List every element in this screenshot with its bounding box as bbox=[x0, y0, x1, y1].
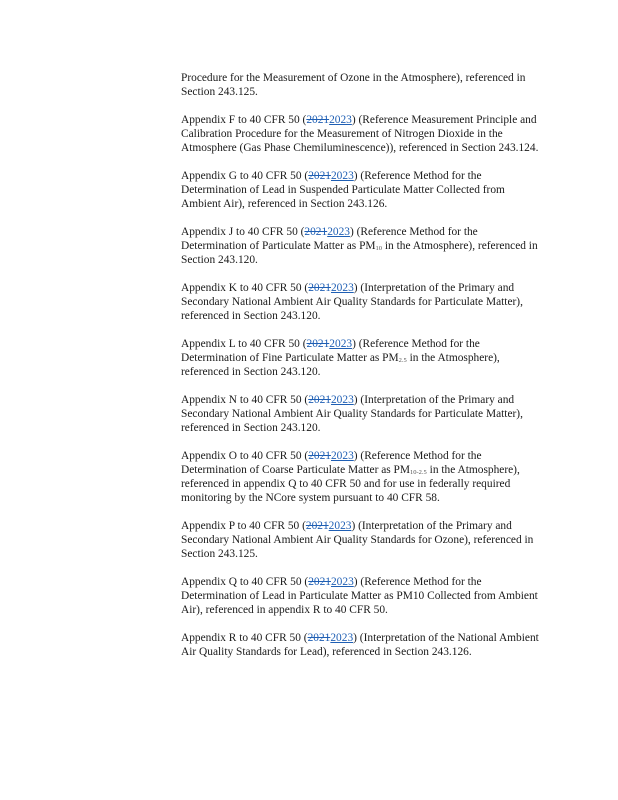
intro-paragraph: Procedure for the Measurement of Ozone in the Atmosphere), referenced in Section 243.125. bbox=[181, 72, 526, 98]
inserted-year: 2023 bbox=[327, 226, 350, 238]
citation-description: ) (Reference Method for the Determination of Lead in Particulate Matter as PM10 Collected from Ambient Air), referenced in appendix R to 40 CFR 50. bbox=[181, 576, 538, 616]
citation-lead: Appendix N to 40 CFR 50 ( bbox=[181, 394, 309, 406]
appendix-g-paragraph bbox=[181, 169, 541, 211]
citation-lead: Appendix R to 40 CFR 50 ( bbox=[181, 632, 308, 644]
citation-lead: Appendix P to 40 CFR 50 ( bbox=[181, 520, 306, 532]
citation-description: ) (Interpretation of the Primary and Secondary National Ambient Air Quality Standards for Ozone), referenced in Section 243.125. bbox=[181, 520, 534, 560]
citation-description: ) (Reference Method for the Determination of Fine Particulate Matter as PM bbox=[181, 338, 480, 364]
deleted-year: 2021 bbox=[308, 170, 331, 182]
citation-description: ) (Reference Measurement Principle and Calibration Procedure for the Measurement of Nitrogen Dioxide in the Atmosphere (Gas Phase Chemiluminescence)), referenced in Section 243.124. bbox=[181, 114, 539, 154]
deleted-year: 2021 bbox=[308, 450, 331, 462]
inserted-year: 2023 bbox=[330, 632, 354, 644]
subscript: 10 bbox=[375, 245, 383, 252]
deleted-year: 2021 bbox=[307, 632, 331, 644]
citation-lead: Appendix K to 40 CFR 50 ( bbox=[181, 282, 309, 294]
inserted-year: 2023 bbox=[330, 170, 354, 182]
deleted-year: 2021 bbox=[306, 338, 330, 350]
subscript: 10-2.5 bbox=[410, 469, 427, 476]
appendix-r-paragraph bbox=[181, 631, 541, 659]
citation-description: ) (Reference Method for the Determination of Particulate Matter as PM bbox=[181, 226, 478, 252]
appendix-f-paragraph bbox=[181, 113, 541, 155]
subscript: 2.5 bbox=[398, 357, 407, 364]
appendix-q-paragraph bbox=[181, 575, 541, 617]
inserted-year: 2023 bbox=[328, 520, 352, 532]
inserted-year: 2023 bbox=[330, 576, 354, 588]
citation-lead: Appendix G to 40 CFR 50 ( bbox=[181, 170, 309, 182]
inserted-year: 2023 bbox=[330, 394, 354, 406]
appendix-j-paragraph bbox=[181, 225, 541, 267]
citation-lead: Appendix L to 40 CFR 50 ( bbox=[181, 338, 307, 350]
citation-lead: Appendix J to 40 CFR 50 ( bbox=[181, 226, 305, 238]
citation-description: ) (Reference Method for the Determination of Lead in Suspended Particulate Matter Collected from Ambient Air), referenced in Section 243.126. bbox=[181, 170, 505, 210]
appendix-p-paragraph bbox=[181, 519, 541, 561]
deleted-year: 2021 bbox=[305, 520, 329, 532]
deleted-year: 2021 bbox=[306, 114, 330, 126]
deleted-year: 2021 bbox=[304, 226, 328, 238]
citation-lead: Appendix Q to 40 CFR 50 ( bbox=[181, 576, 309, 588]
inserted-year: 2023 bbox=[329, 114, 352, 126]
citation-description: ) (Reference Method for the Determination of Coarse Particulate Matter as PM bbox=[181, 450, 482, 476]
citation-description: ) (Interpretation of the Primary and Secondary National Ambient Air Quality Standards for Particulate Matter), referenced in Section 243.120. bbox=[181, 282, 523, 322]
inserted-year: 2023 bbox=[330, 282, 354, 294]
deleted-year: 2021 bbox=[308, 394, 331, 406]
citation-tail: in the Atmosphere), referenced in Section 243.120. bbox=[181, 240, 538, 266]
document-body bbox=[181, 71, 541, 673]
citation-description: ) (Interpretation of the National Ambient Air Quality Standards for Lead), referenced in Section 243.126. bbox=[181, 632, 539, 658]
inserted-year: 2023 bbox=[330, 450, 354, 462]
citation-tail: in the Atmosphere), referenced in appendix Q to 40 CFR 50 and for use in federally required monitoring by the NCore system pursuant to 40 CFR 58. bbox=[181, 464, 520, 504]
deleted-year: 2021 bbox=[308, 576, 331, 588]
deleted-year: 2021 bbox=[308, 282, 331, 294]
inserted-year: 2023 bbox=[329, 338, 353, 350]
appendix-n-paragraph bbox=[181, 393, 541, 435]
citation-tail: in the Atmosphere), referenced in Section 243.120. bbox=[181, 352, 500, 378]
appendix-o-paragraph bbox=[181, 449, 541, 505]
citation-lead: Appendix O to 40 CFR 50 ( bbox=[181, 450, 309, 462]
citation-description: ) (Interpretation of the Primary and Secondary National Ambient Air Quality Standards for Particulate Matter), referenced in Section 243.120. bbox=[181, 394, 523, 434]
appendix-k-paragraph bbox=[181, 281, 541, 323]
citation-lead: Appendix F to 40 CFR 50 ( bbox=[181, 114, 307, 126]
appendix-l-paragraph bbox=[181, 337, 541, 379]
